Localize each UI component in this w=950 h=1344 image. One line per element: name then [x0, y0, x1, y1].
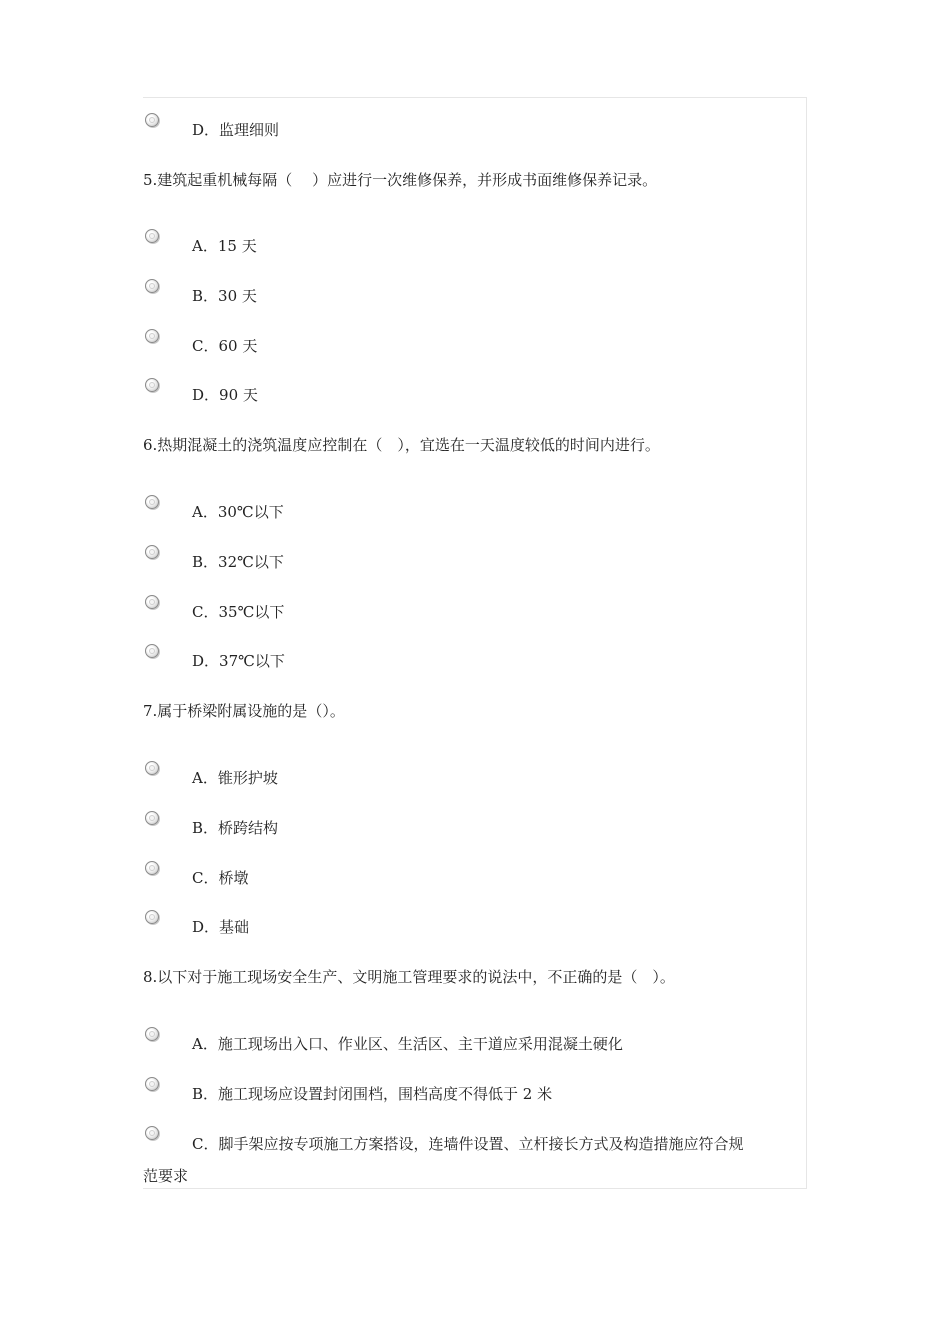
option-label: A．30℃以下 [192, 503, 284, 521]
radio-button[interactable] [145, 595, 159, 609]
radio-button[interactable] [145, 279, 159, 293]
q8-option-b[interactable] [0, 1077, 806, 1101]
option-label: B．32℃以下 [192, 553, 284, 571]
option-label: D．90 天 [192, 386, 258, 404]
q5-option-b[interactable] [0, 279, 806, 303]
option-label: D．基础 [192, 918, 250, 936]
option-label: A．锥形护坡 [192, 769, 278, 787]
option-label: D．37℃以下 [192, 652, 285, 670]
option-label: B．30 天 [192, 287, 257, 305]
q6-option-b[interactable] [0, 545, 806, 569]
radio-button[interactable] [145, 1027, 159, 1041]
q7-option-d[interactable] [0, 910, 806, 934]
q5-option-d[interactable] [0, 378, 806, 402]
radio-button[interactable] [145, 229, 159, 243]
option-label: B．施工现场应设置封闭围档，围档高度不得低于 2 米 [192, 1085, 553, 1103]
radio-button[interactable] [145, 545, 159, 559]
option-d-prev[interactable] [0, 113, 806, 137]
question-panel [143, 97, 807, 1189]
option-label: B．桥跨结构 [192, 819, 279, 837]
radio-button[interactable] [145, 910, 159, 924]
q7-option-c[interactable] [0, 861, 806, 885]
option-label: C．60 天 [192, 337, 258, 355]
q8-option-c[interactable] [0, 1126, 806, 1153]
question-5: 5.建筑起重机械每隔（ ）应进行一次维修保养，并形成书面维修保养记录。 [143, 171, 658, 189]
q5-option-c[interactable] [0, 329, 806, 353]
option-label: C．35℃以下 [192, 603, 285, 621]
radio-button[interactable] [145, 113, 159, 127]
option-label: A．15 天 [192, 237, 257, 255]
q7-option-b[interactable] [0, 811, 806, 835]
question-6: 6.热期混凝土的浇筑温度应控制在（ ），宜选在一天温度较低的时间内进行。 [143, 436, 660, 454]
option-label-continuation: 范要求 [143, 1167, 189, 1185]
q6-option-c[interactable] [0, 595, 806, 619]
radio-button[interactable] [145, 861, 159, 875]
radio-button[interactable] [145, 761, 159, 775]
question-8: 8.以下对于施工现场安全生产、文明施工管理要求的说法中，不正确的是（ ）。 [143, 968, 675, 986]
q7-option-a[interactable] [0, 761, 806, 785]
radio-button[interactable] [145, 644, 159, 658]
radio-button[interactable] [145, 495, 159, 509]
q6-option-d[interactable] [0, 644, 806, 668]
option-label: A．施工现场出入口、作业区、生活区、主干道应采用混凝土硬化 [192, 1035, 623, 1053]
option-label: C．脚手架应按专项施工方案搭设，连墙件设置、立杆接长方式及构造措施应符合规 [192, 1135, 744, 1153]
radio-button[interactable] [145, 329, 159, 343]
q6-option-a[interactable] [0, 495, 806, 519]
question-7: 7.属于桥梁附属设施的是（）。 [143, 702, 345, 720]
option-label: D．监理细则 [192, 121, 280, 139]
q5-option-a[interactable] [0, 229, 806, 253]
radio-button[interactable] [145, 1126, 159, 1140]
radio-button[interactable] [145, 1077, 159, 1091]
q8-option-a[interactable] [0, 1027, 806, 1051]
radio-button[interactable] [145, 811, 159, 825]
radio-button[interactable] [145, 378, 159, 392]
option-label: C．桥墩 [192, 869, 249, 887]
